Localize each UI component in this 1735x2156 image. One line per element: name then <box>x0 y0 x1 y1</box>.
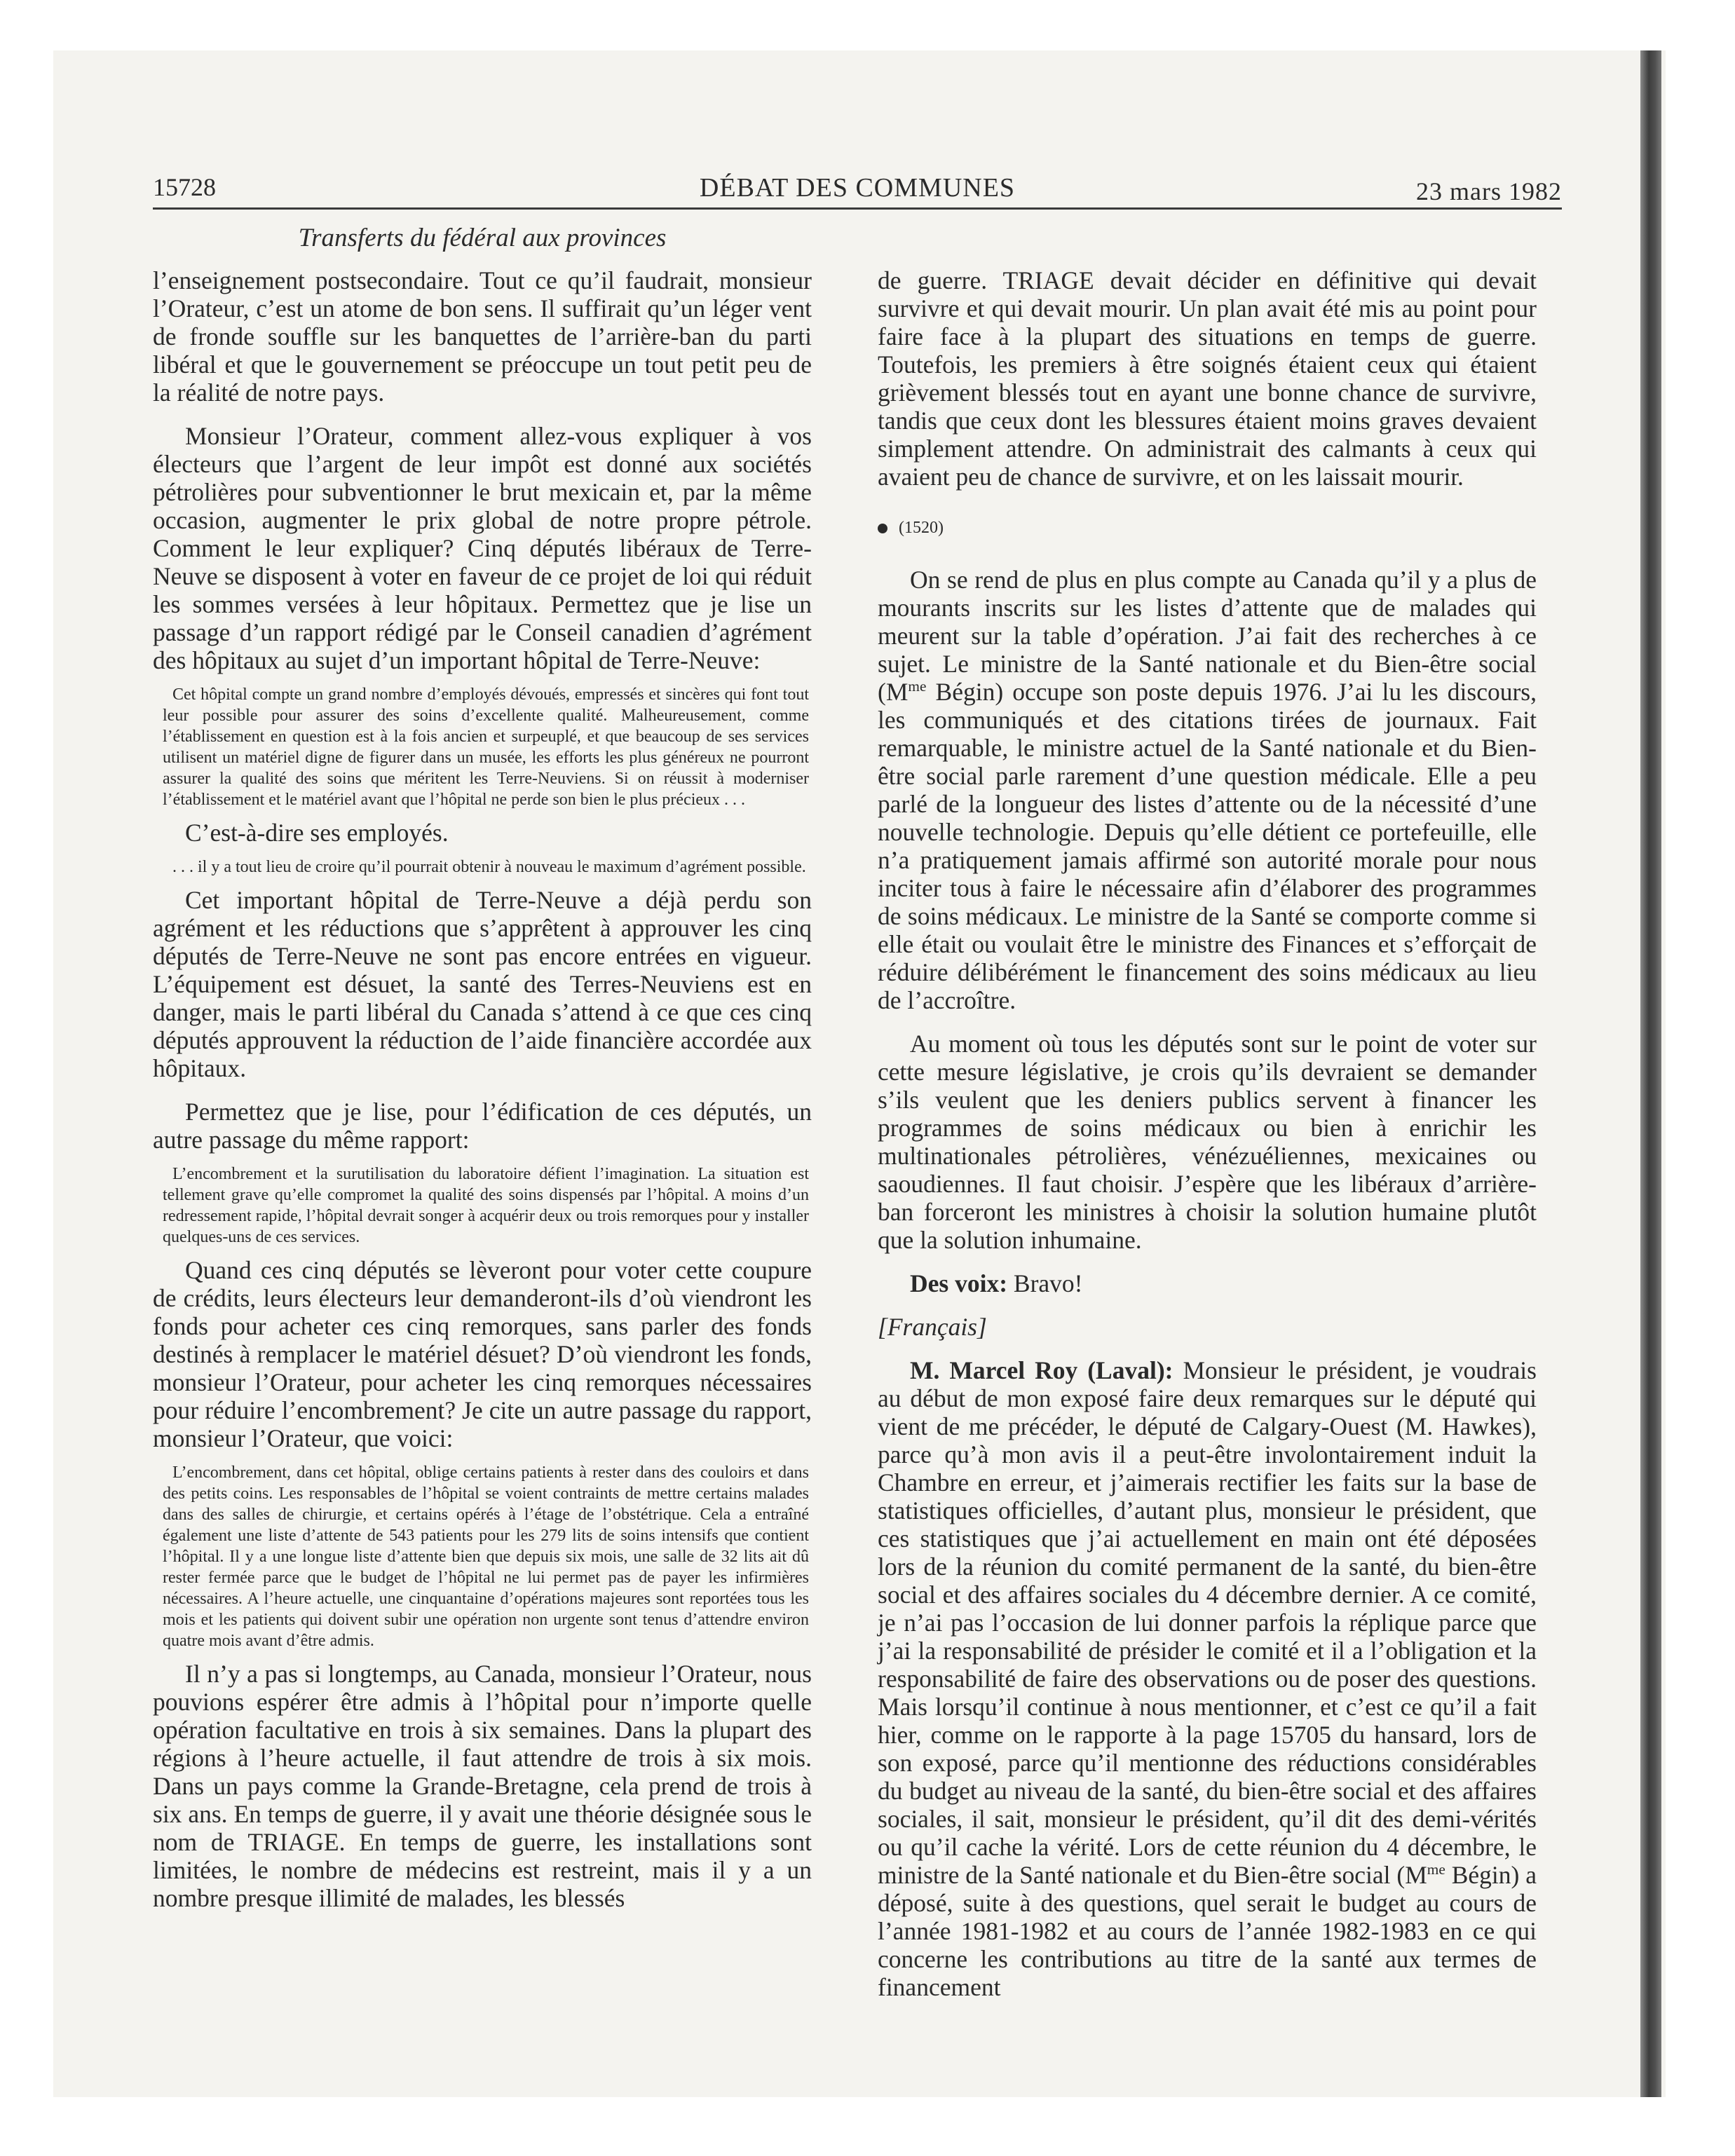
interjection-label: Des voix: <box>910 1269 1008 1297</box>
quotation: Cet hôpital compte un grand nombre d’employés dévoués, empressés et sincères qui font tout leur possible pour assurer des soins d’excellente qualité. Malheureusement, comme l’établissement en question est à la fois ancien et surpeuplé, et que beaucoup de ses services utilisent un matériel digne de figurer dans un musée, les efforts les plus généreux ne pourront assurer la qualité des soins que méritent les Terre-Neuviens. Si on réussit à moderniser l’établissement et le matériel avant que l’hôpital ne perde son bien le plus précieux . . . <box>163 685 809 809</box>
paragraph-text: On se rend de plus en plus compte au Canada qu’il y a plus de mourants inscrits sur les listes d’attente que de malades qui meurent sur la table d’opération. J’ai fait des recherches à ce sujet. Le ministre de la Santé nationale et du Bien-être social (M <box>878 566 1537 706</box>
time-marker-label: (1520) <box>899 519 944 537</box>
scan-edge-shadow <box>1640 50 1661 2097</box>
page-date: 23 mars 1982 <box>1416 177 1562 205</box>
paragraph: Permettez que je lise, pour l’édification de ces députés, un autre passage du même rapport: <box>153 1098 812 1154</box>
bullet-icon <box>878 524 887 533</box>
paragraph <box>878 566 1537 1014</box>
speech <box>878 1356 1537 2001</box>
left-column <box>153 266 812 1912</box>
quotation: L’encombrement, dans cet hôpital, oblige certains patients à rester dans des couloirs et dans des petits coins. Les responsables de l’hôpital se voient contraints de mettre certains malades dans des salles de chirurgie, et certains opérés à l’étage de l’obstétrique. Cela a entraîné également une liste d’attente de 543 patients pour les 279 lits de soins intensifs que contient l’hôpital. Il y a une longue liste d’attente bien que depuis six mois, une salle de 32 lits ait dû rester fermée parce que le budget de l’hôpital ne lui permet pas de payer les infirmières nécessaires. A l’heure actuelle, une cinquantaine d’opérations majeures sont reportées tous les mois et les patients qui doivent subir une opération non urgente sont tenus d’attendre environ quatre mois avant d’être admis. <box>163 1464 809 1650</box>
superscript: me <box>908 678 927 695</box>
paragraph-text: Bégin) a déposé, suite à des questions, quel serait le budget au cours de l’année 1981-1982 et au cours de l’année 1982-1983 en ce qui concerne les contributions au titre de la santé aux termes de financement <box>878 1861 1537 2001</box>
language-marker: [Français] <box>878 1313 987 1341</box>
section-subtitle: Transferts du fédéral aux provinces <box>298 224 667 252</box>
interjection <box>878 1269 1537 1297</box>
paragraph: Il n’y a pas si longtemps, au Canada, monsieur l’Orateur, nous pouvions espérer être admis à l’hôpital pour n’importe quelle opération facultative en trois à six semaines. Dans la plupart des régions à l’heure actuelle, il faut attendre de trois à six mois. Dans un pays comme la Grande-Bretagne, cela prend de trois à six ans. En temps de guerre, il y avait une théorie désignée sous le nom de TRIAGE. En temps de guerre, les installations sont limitées, le nombre de médecins est restreint, mais il y a un nombre presque illimité de malades, les blessés <box>153 1660 812 1912</box>
paragraph: de guerre. TRIAGE devait décider en définitive qui devait survivre et qui devait mourir. Un plan avait été mis au point pour faire face à la plupart des situations en temps de guerre. Toutefois, les premiers à être soignés étaient ceux qui étaient grièvement blessés tout en ayant une bonne chance de survivre, tandis que ceux dont les blessures étaient moins graves devaient simplement attendre. On administrait des calmants à ceux qui avaient peu de chance de survivre, et on les laissait mourir. <box>878 266 1537 491</box>
superscript: me <box>1427 1861 1445 1878</box>
quotation: L’encombrement et la surutilisation du laboratoire défient l’imagination. La situation est tellement grave qu’elle compromet la qualité des soins dispensés par l’hôpital. A moins d’un redressement rapide, l’hôpital devrait songer à acquérir deux ou trois remorques pour y installer quelques-uns de ces services. <box>163 1165 809 1246</box>
quotation: . . . il y a tout lieu de croire qu’il pourrait obtenir à nouveau le maximum d’agrément possible. <box>172 858 806 876</box>
paragraph-text: Bégin) occupe son poste depuis 1976. J’ai lu les discours, les communiqués et des citations tirées de journaux. Fait remarquable, le ministre actuel de la Santé nationale et du Bien-être social parle rarement d’une question médicale. Elle a peu parlé de la longueur des listes d’attente ou de la nécessité d’une nouvelle technologie. Depuis qu’elle détient ce portefeuille, elle n’a pratiquement jamais affirmé son autorité morale pour nous inciter tous à faire le nécessaire afin d’élaborer des programmes de soins médicaux. Le ministre de la Santé se comporte comme si elle était ou voulait être le ministre des Finances et s’efforçait de réduire délibérément le financement des soins médicaux au lieu de l’accroître. <box>878 678 1537 1014</box>
paragraph: Au moment où tous les députés sont sur le point de voter sur cette mesure législative, je crois qu’ils devraient se demander s’ils veulent que les deniers publics servent à financer les programmes de soins médicaux ou bien à enrichir les multinationales pétrolières, vénézuéliennes, mexicaines ou saoudiennes. Il faut choisir. J’espère que les libéraux d’arrière-ban forceront les ministres à choisir la solution humaine plutôt que la solution inhumaine. <box>878 1030 1537 1254</box>
right-column <box>878 266 1537 2001</box>
paragraph: C’est-à-dire ses employés. <box>185 819 449 847</box>
paragraph: Monsieur l’Orateur, comment allez-vous expliquer à vos électeurs que l’argent de leur impôt est donné aux sociétés pétrolières pour subventionner le brut mexicain et, par la même occasion, augmenter le prix global de notre propre pétrole. Comment le leur expliquer? Cinq députés libéraux de Terre-Neuve se disposent à voter en faveur de ce projet de loi qui réduit les sommes versées à leur hôpitaux. Permettez que je lise un passage d’un rapport rédigé par le Conseil canadien d’agrément des hôpitaux au sujet d’un important hôpital de Terre-Neuve: <box>153 422 812 674</box>
interjection-text: Bravo! <box>1007 1269 1083 1297</box>
time-marker <box>878 519 1537 538</box>
paragraph: Cet important hôpital de Terre-Neuve a déjà perdu son agrément et les réductions que s’apprêtent à approuver les cinq députés de Terre-Neuve ne sont pas encore entrées en vigueur. L’équipement est désuet, la santé des Terres-Neuviens est en danger, mais le parti libéral du Canada s’attend à ce que ces cinq députés approuvent la réduction de l’aide financière accordée aux hôpitaux. <box>153 886 812 1082</box>
speaker-name: M. Marcel Roy (Laval): <box>910 1356 1173 1384</box>
journal-title: DÉBAT DES COMMUNES <box>699 173 1016 203</box>
page-header <box>153 171 1562 210</box>
paragraph: l’enseignement postsecondaire. Tout ce qu’il faudrait, monsieur l’Orateur, c’est un atome de bon sens. Il suffirait qu’un léger vent de fronde souffle sur les banquettes de l’arrière-ban du parti libéral et que le gouvernement se préoccupe un tout petit peu de la réalité de notre pays. <box>153 266 812 407</box>
paragraph: Quand ces cinq députés se lèveront pour voter cette coupure de crédits, leurs électeurs leur demanderont-ils d’où viendront les fonds pour acheter ces cinq remorques, sans parler des fonds destinés à remplacer le matériel désuet? D’où viendront les fonds, monsieur l’Orateur, pour acheter les cinq remorques nécessaires pour réduire l’encombrement? Je cite un autre passage du rapport, monsieur l’Orateur, que voici: <box>153 1256 812 1452</box>
page-number: 15728 <box>153 173 216 201</box>
paragraph-text: Monsieur le président, je voudrais au début de mon exposé faire deux remarques sur le député qui vient de me précéder, le député de Calgary-Ouest (M. Hawkes), parce qu’à mon avis il a peut-être involontairement induit la Chambre en erreur, et j’aimerais rectifier les faits sur la base de statistiques officielles, d’autant plus, monsieur le président, que ces statistiques que j’ai actuellement en main ont été déposées lors de la réunion du comité permanent de la santé, du bien-être social et des affaires sociales du 4 décembre dernier. A ce comité, je n’ai pas l’occasion de lui donner parfois la réplique parce que j’ai la responsabilité de présider le comité et il a l’obligation et la responsabilité de faire des observations ou de poser des questions. Mais lorsqu’il continue à nous mentionner, et c’est ce qu’il a fait hier, comme on le rapporte à la page 15705 du hansard, lors de son exposé, parce qu’il mentionne des réductions considérables du budget au niveau de la santé, du bien-être social et des affaires sociales, il sait, monsieur le président, qu’il dit des demi-vérités ou qu’il cache la vérité. Lors de cette réunion du 4 décembre, le ministre de la Santé nationale et du Bien-être social (M <box>878 1356 1537 1889</box>
